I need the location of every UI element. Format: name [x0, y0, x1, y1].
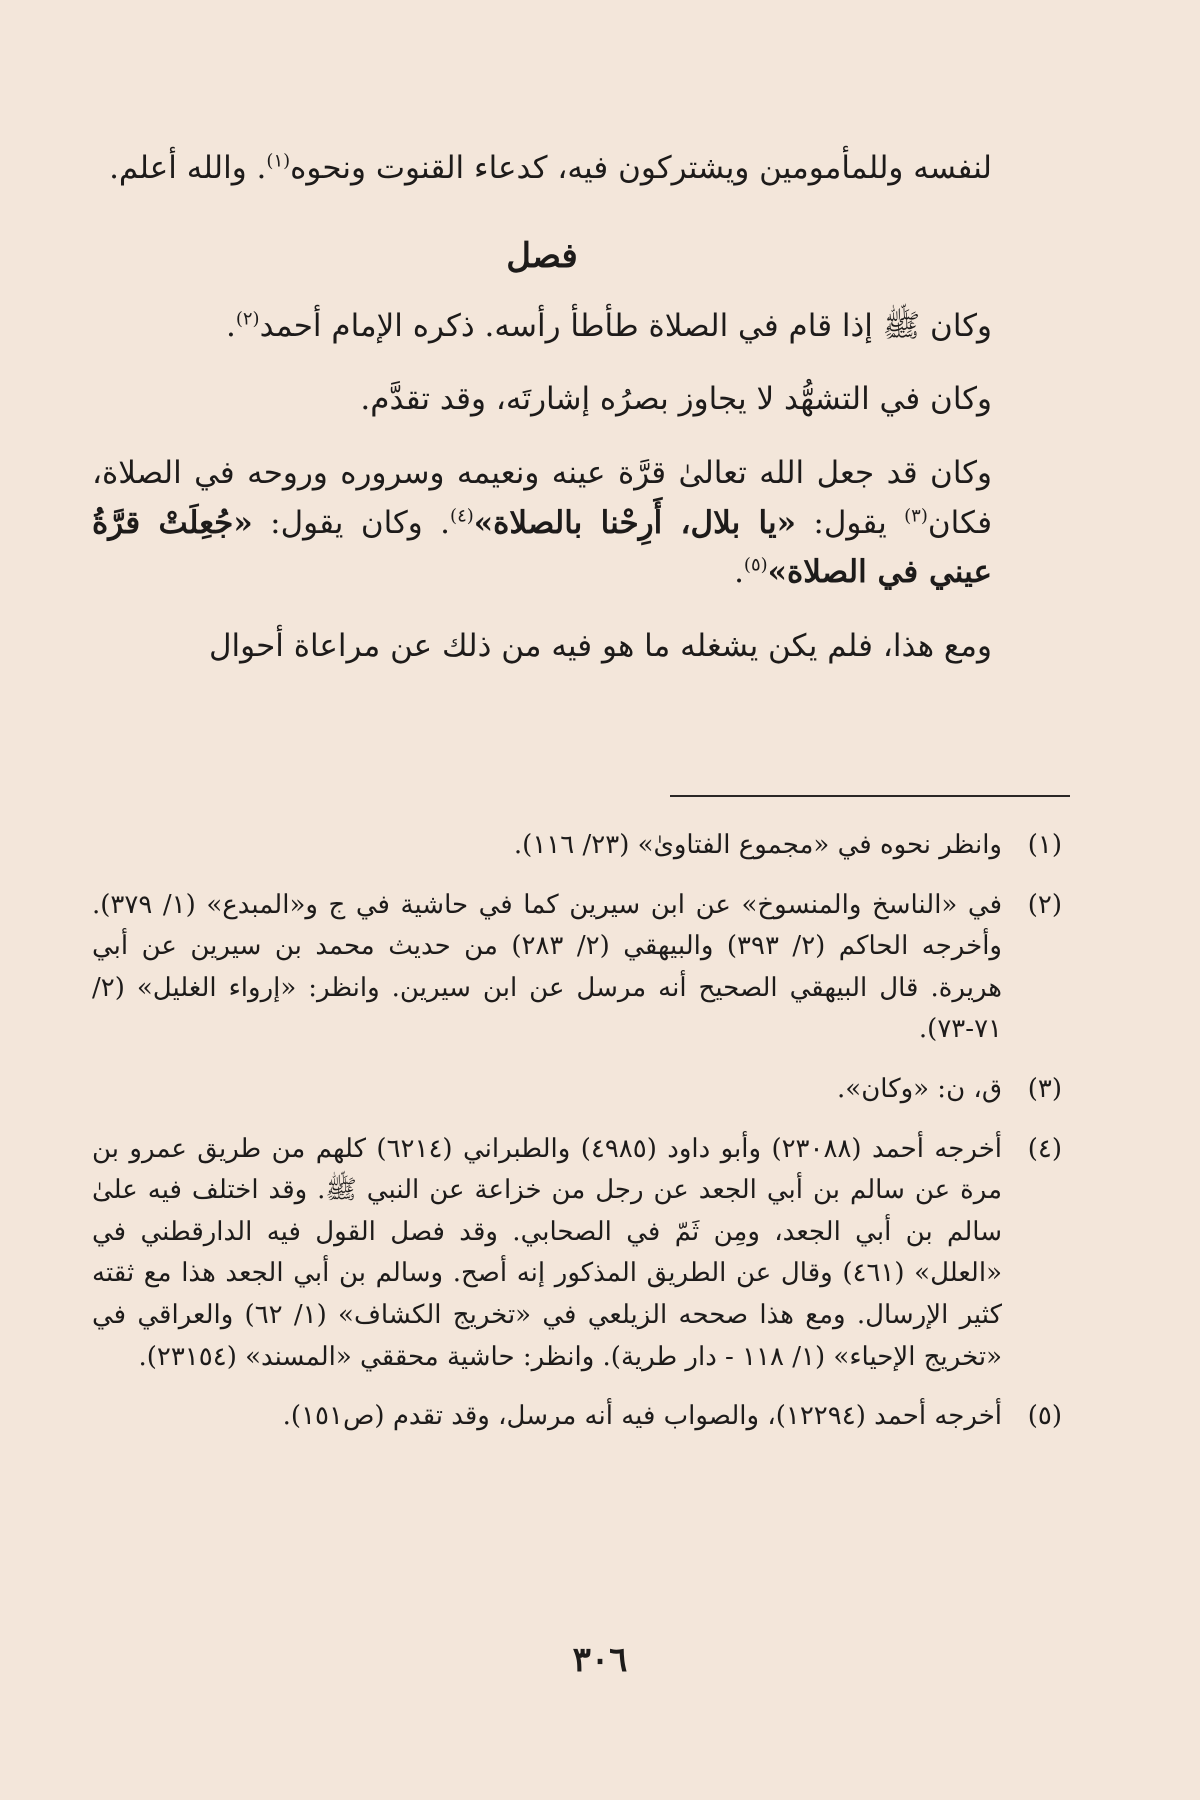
footnote-text: ق، ن: «وكان».: [837, 1073, 1002, 1104]
paragraph-4: [92, 622, 992, 672]
opening-line-text: لنفسه وللمأمومين ويشتركون فيه، كدعاء القنوت ونحوه: [290, 150, 992, 186]
quote-ya-bilal: «يا بلال، أَرِحْنا بالصلاة»: [473, 504, 796, 541]
footnote-number: (١): [1027, 830, 1062, 860]
footnotes: [92, 825, 1062, 1456]
footnote-marker-5: (٥): [743, 554, 768, 576]
paragraph-3: [92, 449, 992, 598]
paragraph-4-text: ومع هذا، فلم يكن يشغله ما هو فيه من ذلك عن مراعاة أحوال: [208, 627, 992, 664]
paragraph-2: [92, 375, 992, 425]
footnote-marker-2: (٢): [235, 308, 260, 330]
quote-qurrat-ayni: «جُعِلَتْ قرَّةُ عيني في الصلاة»: [92, 504, 992, 591]
footnote-4: [92, 1129, 1062, 1379]
footnote-text: وانظر نحوه في «مجموع الفتاوىٰ» (٢٣/ ١١٦).: [513, 830, 1002, 860]
page-number: ٣٠٦: [572, 1640, 628, 1680]
footnote-text: أخرجه أحمد (١٢٢٩٤)، والصواب فيه أنه مرسل، وقد تقدم (ص١٥١).: [282, 1401, 1002, 1432]
paragraph-3-text-2: يقول:: [796, 504, 905, 541]
footnote-text: أخرجه أحمد (٢٣٠٨٨) وأبو داود (٤٩٨٥) والطبراني (٦٢١٤) كلهم من طريق عمرو بن مرة عن سالم بن أبي الجعد عن رجل من خزاعة عن النبي ﷺ. وقد اختلف فيه علىٰ سالم بن أبي الجعد، ومِن ثَمّ في الصحابي. وقد فصل القول فيه الدارقطني في «العلل» (٤٦١) وقال عن الطريق المذكور إنه أصح. وسالم بن أبي الجعد هذا مع ثقته كثير الإرسال. ومع هذا صححه الزيلعي في «تخريج الكشاف» (١/ ٦٢) والعراقي في «تخريج الإحياء» (١/ ١١٨ - دار طرية). وانظر: حاشية محققي «المسند» (٢٣١٥٤).: [92, 1133, 1002, 1372]
section-heading: فصل: [506, 235, 578, 276]
footnote-5: [92, 1396, 1062, 1438]
main-text: [92, 148, 992, 695]
footnote-text: في «الناسخ والمنسوخ» عن ابن سيرين كما في حاشية في ج و«المبدع» (١/ ٣٧٩). وأخرجه الحاكم (٢/ ٣٩٣) والبيهقي (٢/ ٢٨٣) من حديث محمد بن سيرين عن أبي هريرة. قال البيهقي الصحيح أنه مرسل عن ابن سيرين. وانظر: «إرواء الغليل» (٢/ ٧١-٧٣).: [92, 889, 1003, 1045]
footnote-2: [92, 885, 1062, 1051]
footnote-divider: [670, 795, 1070, 797]
paragraph-3-text-1: وكان قد جعل الله تعالىٰ قرَّة عينه ونعيمه وسروره وروحه في الصلاة، فكان: [92, 455, 993, 541]
opening-line-end: . والله أعلم.: [109, 150, 267, 186]
footnote-marker-3: (٣): [904, 505, 928, 527]
footnote-number: (٥): [1027, 1401, 1062, 1432]
footnote-number: (٣): [1027, 1073, 1062, 1104]
footnote-number: (٤): [1027, 1133, 1062, 1164]
footnote-3: [92, 1069, 1062, 1111]
footnote-number: (٢): [1027, 889, 1062, 920]
footnote-marker-1: (١): [266, 150, 291, 172]
paragraph-1-text: وكان ﷺ إذا قام في الصلاة طأطأ رأسه. ذكره الإمام أحمد: [259, 307, 992, 344]
footnote-marker-4: (٤): [450, 505, 474, 527]
footnote-1: [92, 825, 1062, 867]
paragraph-1: [92, 302, 992, 352]
opening-line: [92, 148, 992, 190]
paragraph-2-text: وكان في التشهُّد لا يجاوز بصرُه إشارتَه، وقد تقدَّم.: [360, 381, 992, 418]
paragraph-1-end: .: [225, 307, 236, 344]
paragraph-3-text-3: . وكان يقول:: [252, 504, 451, 541]
paragraph-3-end: .: [734, 554, 744, 591]
